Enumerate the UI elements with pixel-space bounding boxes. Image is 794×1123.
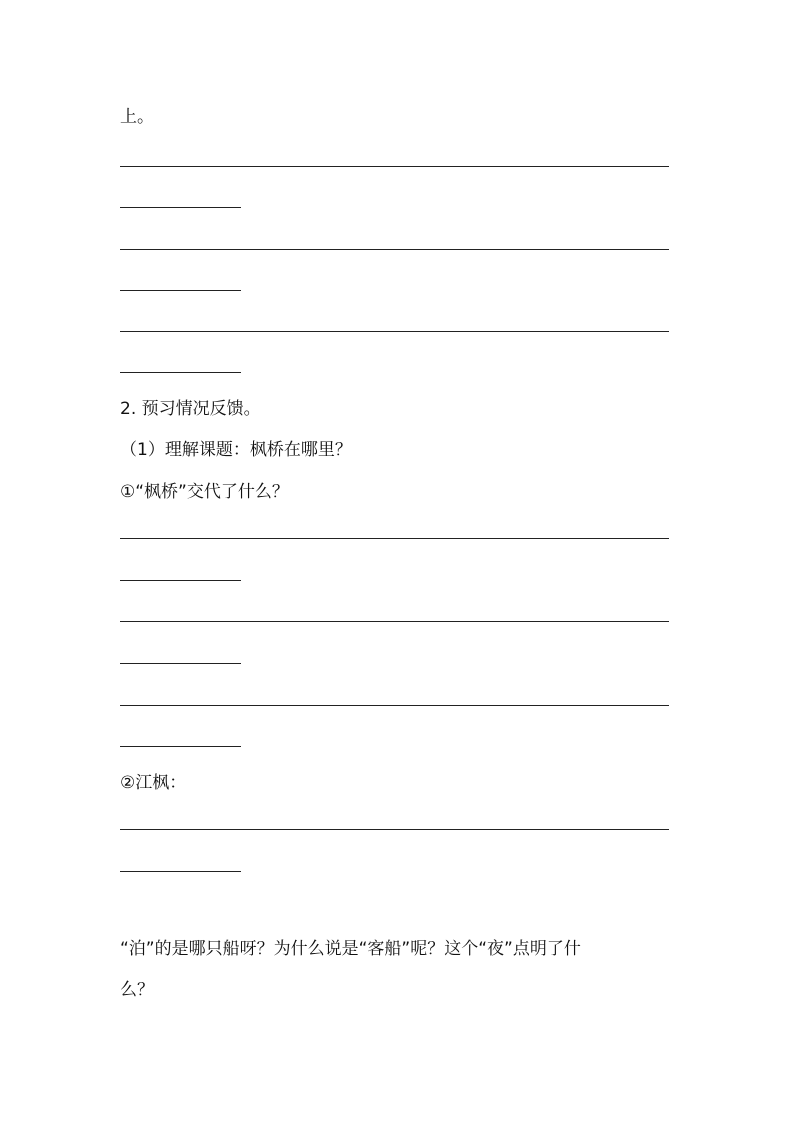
answer-line [120, 663, 241, 664]
text-fragment: 上。 [120, 107, 154, 127]
sub-question-item: ①“枫桥”交代了什么？ [120, 482, 289, 502]
answer-line [120, 538, 669, 539]
question-text: 么？ [120, 980, 154, 1000]
answer-line [120, 705, 669, 706]
answer-line [120, 746, 241, 747]
sub-question: （1）理解课题：枫桥在哪里？ [120, 440, 352, 460]
sub-question-item: ②江枫： [120, 773, 187, 793]
answer-line [120, 829, 669, 830]
answer-line [120, 621, 669, 622]
answer-line [120, 331, 669, 332]
answer-line [120, 372, 241, 373]
question-text: “泊”的是哪只船呀？为什么说是“客船”呢？这个“夜”点明了什 [120, 939, 581, 959]
answer-line [120, 207, 241, 208]
answer-line [120, 166, 669, 167]
answer-line [120, 249, 669, 250]
answer-line [120, 580, 241, 581]
answer-line [120, 290, 241, 291]
question-heading: 2. 预习情况反馈。 [120, 399, 261, 419]
answer-line [120, 871, 241, 872]
